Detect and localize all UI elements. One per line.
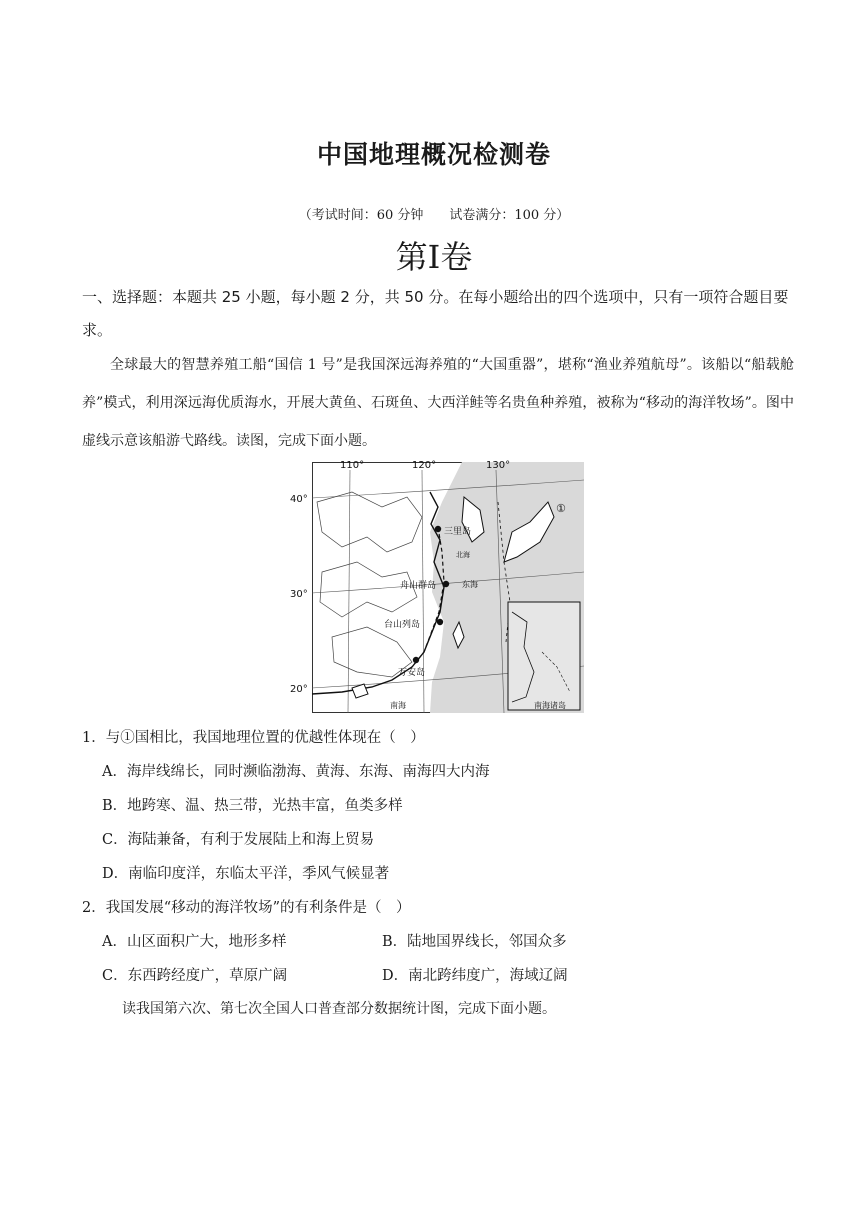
section-heading: 一、选择题：本题共 25 小题，每小题 2 分，共 50 分。在每小题给出的四个选项中，只有一项符合题目要求。 [82,288,789,339]
place-label-3: 舟山群岛 [400,581,437,591]
question-1-option-c: C．海陆兼备，有利于发展陆上和海上贸易 [102,832,375,848]
place-label-2: 北海 [456,551,470,559]
place-label-5: 台山列岛 [384,620,421,630]
page-title: 中国地理概况检测卷 [316,140,551,169]
question-2-option-d: D．南北跨纬度广，海域辽阔 [382,968,568,984]
question-1-option-d: D．南临印度洋，东临太平洋，季风气候显著 [102,866,390,882]
question-2-stem: 2．我国发展“移动的海洋牧场”的有利条件是（ ） [82,900,411,916]
exam-info: （考试时间：60 分钟 试卷满分：100 分） [298,208,570,223]
question-1-option-b: B．地跨寒、温、热三带，光热丰富，鱼类多样 [102,798,403,814]
lon-label-2: 120° [412,460,437,471]
lat-label-1: 40° [290,494,308,505]
question-2-option-c: C．东西跨经度广，草原广阔 [102,968,288,984]
question-1-option-a: A．海岸线绵长，同时濒临渤海、黄海、东海、南海四大内海 [102,764,490,780]
lon-label-3: 130° [486,460,511,471]
place-label-4: 东海 [462,580,478,589]
lat-label-2: 30° [290,589,308,600]
country-marker: ① [556,502,566,515]
map-figure [290,460,584,713]
volume-heading: 第Ⅰ卷 [395,238,473,276]
next-lead-text: 读我国第六次、第七次全国人口普查部分数据统计图，完成下面小题。 [122,1001,556,1017]
place-label-6: 南海 [390,701,406,710]
intro-paragraph: 全球最大的智慧养殖工船“国信 1 号”是我国深远海养殖的“大国重器”，堪称“渔业养殖航母”。该船以“船载舱养”模式，利用深远海优质海水，开展大黄鱼、石斑鱼、大西洋鲑等名贵鱼种养殖，被称为“移动的海洋牧场”。图中虚线示意该船游弋路线。读图，完成下面小题。 [82,357,794,449]
place-label-1: 三里岛 [444,527,472,537]
inset-label: 南海诸岛 [534,701,566,710]
question-1-stem: 1．与①国相比，我国地理位置的优越性体现在（ ） [82,730,425,746]
lat-label-3: 20° [290,684,308,695]
question-2-option-a: A．山区面积广大，地形多样 [102,934,287,950]
question-2-option-b: B．陆地国界线长，邻国众多 [382,934,567,950]
place-label-7: 万安岛 [398,668,426,678]
lon-label-1: 110° [340,460,365,471]
